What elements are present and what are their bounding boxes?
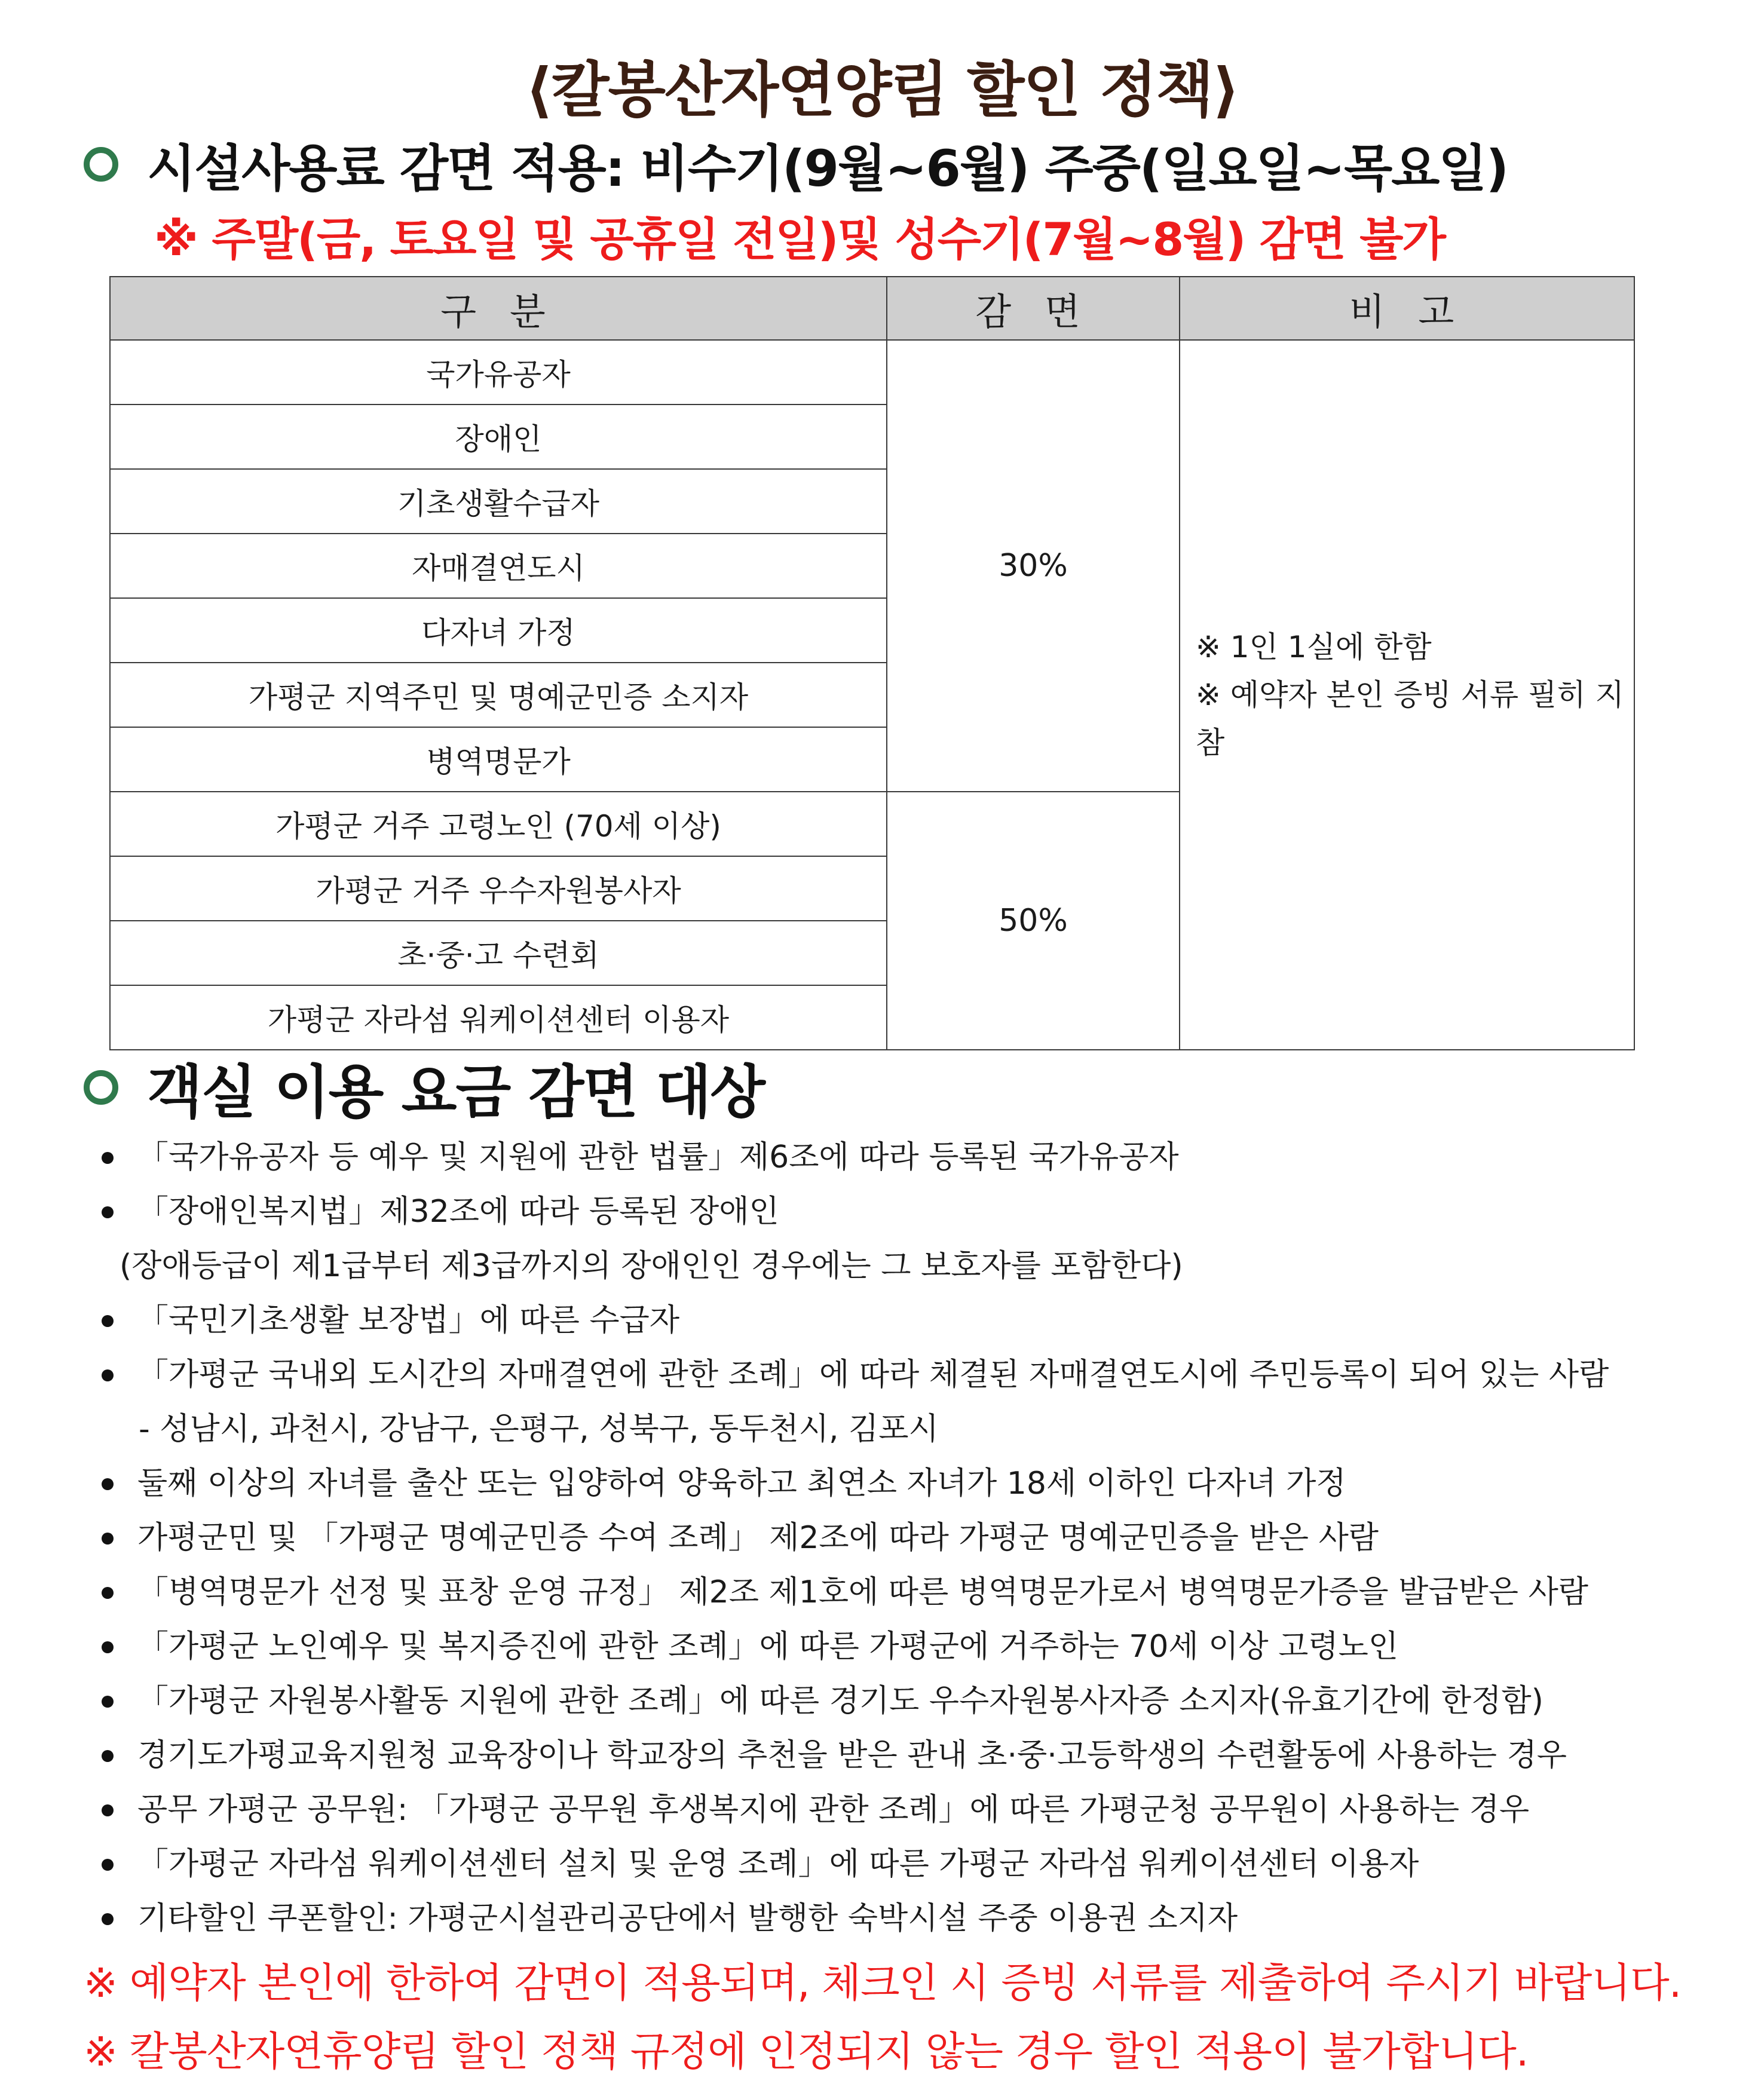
circle-bullet-icon: [84, 147, 118, 182]
bullet-dot-icon: [102, 1206, 114, 1218]
section2-heading-row: [84, 1052, 765, 1126]
bullet-dot-icon: [102, 1696, 114, 1708]
notice-1: ※ 예약자 본인에 한하여 감면이 적용되며, 체크인 시 증빙 서류를 제출하여 주시기 바랍니다.: [84, 1960, 1682, 2007]
bullet-dot-icon: [102, 1750, 114, 1762]
section1-warning: ※ 주말(금, 토요일 및 공휴일 전일)및 성수기(7월~8월) 감면 불가: [154, 213, 1445, 266]
discount-table: [109, 276, 1635, 1050]
bullet-dot-icon: [102, 1315, 114, 1327]
list-item: [102, 1185, 1715, 1239]
list-item-text: 기타할인 쿠폰할인: 가평군시설관리공단에서 발행한 숙박시설 주중 이용권 소지자: [137, 1901, 1238, 1936]
list-item: [102, 1674, 1715, 1729]
notice-2: ※ 칼봉산자연휴양림 할인 정책 규정에 인정되지 않는 경우 할인 적용이 불가합니다.: [84, 2028, 1529, 2076]
list-item: [102, 1783, 1715, 1837]
bullet-dot-icon: [102, 1369, 114, 1381]
page-title: ⟨칼봉산자연양림 할인 정책⟩: [525, 55, 1239, 125]
list-item-text: 「가평군 자원봉사활동 지원에 관한 조례」에 따른 경기도 우수자원봉사자증 소지자(유효기간에 한정함): [137, 1683, 1544, 1719]
category-cell: 국가유공자: [110, 340, 887, 405]
category-cell: 병역명문가: [110, 727, 887, 792]
category-cell: 가평군 거주 우수자원봉사자: [110, 856, 887, 921]
bullet-dot-icon: [102, 1533, 114, 1545]
bullet-dot-icon: [102, 1804, 114, 1816]
bullet-dot-icon: [102, 1913, 114, 1925]
circle-bullet-icon: [84, 1070, 118, 1105]
list-item-text: 둘째 이상의 자녀를 출산 또는 입양하여 양육하고 최연소 자녀가 18세 이하인 다자녀 가정: [137, 1466, 1346, 1501]
category-cell: 초·중·고 수련회: [110, 921, 887, 985]
list-item: [102, 1239, 1715, 1294]
header-discount: 감 면: [887, 277, 1180, 340]
list-item-text: 「가평군 노인예우 및 복지증진에 관한 조례」에 따른 가평군에 거주하는 70세 이상 고령노인: [137, 1629, 1399, 1665]
list-item: [102, 1837, 1715, 1892]
list-item: [102, 1565, 1715, 1620]
bullet-dot-icon: [102, 1478, 114, 1490]
list-item: [102, 1892, 1715, 1946]
header-note: 비 고: [1180, 277, 1634, 340]
category-cell: 자매결연도시: [110, 534, 887, 598]
list-item: [102, 1402, 1715, 1457]
section1-heading: 시설사용료 감면 적용: 비수기(9월~6월) 주중(일요일~목요일): [147, 139, 1508, 198]
list-item: [102, 1348, 1715, 1402]
list-item: [102, 1457, 1715, 1511]
list-item-text: 가평군민 및 「가평군 명예군민증 수여 조례」 제2조에 따라 가평군 명예군민증을 받은 사람: [137, 1520, 1379, 1556]
list-item: [102, 1729, 1715, 1783]
section2-heading: 객실 이용 요금 감면 대상: [147, 1058, 765, 1126]
note-cell: [1180, 340, 1634, 1050]
category-cell: 가평군 자라섬 워케이션센터 이용자: [110, 985, 887, 1050]
table-header-row: [110, 277, 1634, 340]
list-item: [102, 1620, 1715, 1674]
list-item: [102, 1130, 1715, 1185]
list-item-text: - 성남시, 과천시, 강남구, 은평구, 성북구, 동두천시, 김포시: [139, 1411, 939, 1447]
list-item-text: 「장애인복지법」제32조에 따라 등록된 장애인: [137, 1194, 779, 1230]
category-cell: 기초생활수급자: [110, 469, 887, 534]
category-cell: 다자녀 가정: [110, 598, 887, 663]
list-item-text: 공무 가평군 공무원: 「가평군 공무원 후생복지에 관한 조례」에 따른 가평군청 공무원이 사용하는 경우: [137, 1792, 1530, 1828]
list-item: [102, 1511, 1715, 1565]
category-cell: 장애인: [110, 405, 887, 469]
list-item-text: 「가평군 국내외 도시간의 자매결연에 관한 조례」에 따라 체결된 자매결연도시에 주민등록이 되어 있는 사람: [137, 1357, 1609, 1393]
list-item-text: 경기도가평교육지원청 교육장이나 학교장의 추천을 받은 관내 초·중·고등학생의 수련활동에 사용하는 경우: [137, 1738, 1567, 1773]
header-category: 구 분: [110, 277, 887, 340]
discount-rate-30: 30%: [887, 340, 1180, 792]
section1-heading-row: [84, 128, 1508, 200]
list-item-text: 「병역명문가 선정 및 표창 운영 규정」 제2조 제1호에 따른 병역명문가로서 병역명문가증을 발급받은 사람: [137, 1574, 1589, 1610]
list-item: [102, 1294, 1715, 1348]
list-item-text: (장애등급이 제1급부터 제3급까지의 장애인인 경우에는 그 보호자를 포함한다): [120, 1248, 1183, 1284]
list-item-text: 「가평군 자라섬 워케이션센터 설치 및 운영 조례」에 따른 가평군 자라섬 워케이션센터 이용자: [137, 1846, 1419, 1882]
discount-rate-50: 50%: [887, 792, 1180, 1050]
bullet-dot-icon: [102, 1587, 114, 1599]
category-cell: 가평군 거주 고령노인 (70세 이상): [110, 792, 887, 856]
note-line-2: ※ 예약자 본인 증빙 서류 필히 지참: [1196, 678, 1624, 760]
list-item-text: 「국가유공자 등 예우 및 지원에 관한 법률」제6조에 따라 등록된 국가유공자: [137, 1139, 1179, 1175]
note-line-1: ※ 1인 1실에 한함: [1196, 630, 1432, 664]
bullet-dot-icon: [102, 1152, 114, 1164]
category-cell: 가평군 지역주민 및 명예군민증 소지자: [110, 663, 887, 727]
table-row: [110, 340, 1634, 405]
bullet-dot-icon: [102, 1641, 114, 1653]
list-item-text: 「국민기초생활 보장법」에 따른 수급자: [137, 1303, 680, 1338]
eligibility-list: [102, 1130, 1715, 1946]
bullet-dot-icon: [102, 1859, 114, 1871]
